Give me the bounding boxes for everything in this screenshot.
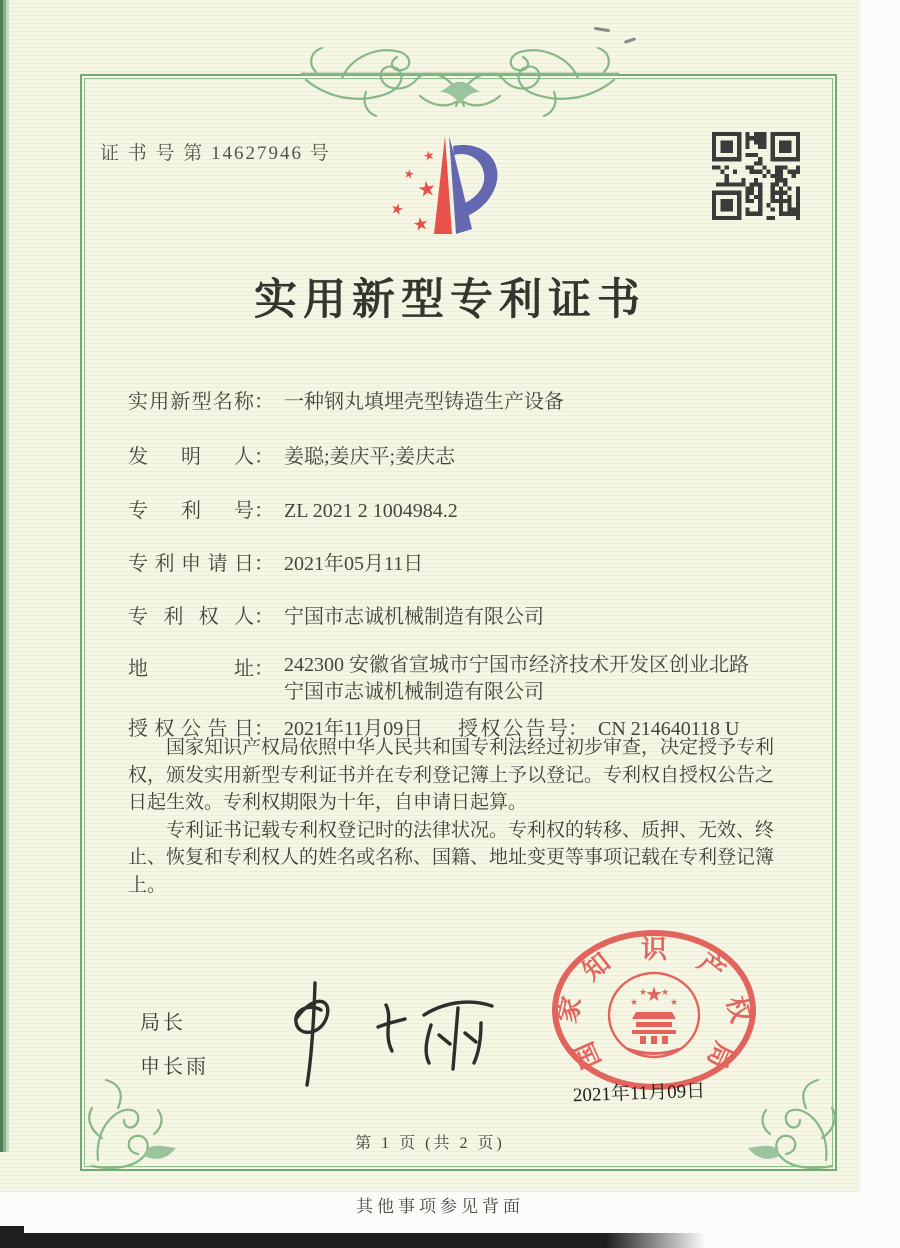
field-value: 242300 安徽省宣城市宁国市经济技术开发区创业北路宁国市志诚机械制造有限公司 [284, 654, 749, 703]
svg-text:★: ★ [411, 212, 431, 237]
svg-text:识: 识 [640, 935, 668, 964]
field-value: 2021年11月09日 [284, 718, 424, 740]
field-label: 发明人 [128, 446, 254, 468]
field-row-filing-date [128, 547, 423, 576]
colon: ： [254, 391, 274, 413]
field-row-patent-no [128, 494, 458, 523]
svg-text:★: ★ [421, 147, 437, 166]
colon: ： [254, 658, 274, 680]
ornament-corner-icon [86, 1076, 198, 1172]
svg-text:★: ★ [402, 166, 416, 182]
scan-shadow [0, 1233, 705, 1248]
colon: ： [254, 500, 274, 522]
field-label: 授权公告号 [458, 718, 568, 740]
svg-text:局: 局 [701, 1037, 739, 1073]
field-value: ZL 2021 2 1004984.2 [284, 500, 458, 522]
colon: ： [254, 718, 274, 740]
back-note: 其他事项参见背面 [356, 1197, 524, 1216]
field-row-name [128, 385, 564, 414]
field-row-inventor [128, 440, 455, 469]
svg-text:★: ★ [415, 175, 438, 203]
signer-title: 局长 [140, 1012, 186, 1034]
qr-code [712, 132, 800, 220]
field-label: 实用新型名称 [128, 391, 254, 413]
legal-text [128, 734, 792, 899]
field-value: CN 214640118 U [598, 718, 740, 740]
certificate-title: 实用新型专利证书 [254, 277, 646, 324]
field-row-patentee [128, 600, 544, 629]
field-value: 一种钢丸填埋壳型铸造生产设备 [284, 391, 564, 413]
scan-shadow-step [0, 1226, 24, 1238]
signer-name: 申长雨 [140, 1056, 209, 1078]
svg-text:★: ★ [645, 982, 663, 1006]
legal-paragraph-1: 国家知识产权局依照中华人民共和国专利法经过初步审查，决定授予专利权，颁发实用新型专利证书并在专利登记簿上予以登记。专利权自授权公告之日起生效。专利权期限为十年，自申请日起算。 [128, 737, 775, 813]
field-value: 宁国市志诚机械制造有限公司 [284, 606, 544, 628]
field-label: 专利申请日 [128, 553, 254, 575]
field-row-address [128, 652, 766, 706]
field-value: 2021年05月11日 [284, 553, 424, 575]
colon: ： [568, 718, 588, 740]
seal-date: 2021年11月09日 [572, 1080, 706, 1107]
svg-text:权: 权 [720, 993, 756, 1026]
colon: ： [254, 446, 274, 468]
colon: ： [254, 553, 274, 575]
field-value: 姜聪;姜庆平;姜庆志 [284, 446, 456, 468]
page-number: 第 1 页 (共 2 页) [355, 1135, 505, 1152]
field-label: 专利权人 [128, 606, 254, 628]
signature-icon [268, 975, 498, 1093]
left-binding-edge [0, 0, 9, 1152]
svg-text:产: 产 [692, 947, 731, 987]
svg-text:★: ★ [660, 988, 670, 998]
legal-paragraph-2: 专利证书记载专利权登记时的法律状况。专利权的转移、质押、无效、终止、恢复和专利权人的姓名或名称、国籍、地址变更等事项记载在专利登记簿上。 [128, 819, 775, 896]
svg-text:★: ★ [669, 998, 679, 1008]
svg-text:知: 知 [577, 947, 616, 987]
svg-text:★: ★ [638, 988, 648, 998]
field-label: 地址 [128, 658, 254, 680]
field-label: 授权公告日 [128, 718, 254, 740]
colon: ： [254, 606, 274, 628]
field-label: 专利号 [128, 500, 254, 522]
certificate-number: 证 书 号 第 14627946 号 [100, 143, 331, 164]
svg-text:国: 国 [569, 1037, 607, 1073]
cnipa-logo-icon [383, 122, 528, 262]
ornament-top-icon [300, 40, 620, 132]
svg-text:★: ★ [388, 198, 406, 220]
svg-text:家: 家 [552, 993, 588, 1026]
svg-text:★: ★ [629, 998, 639, 1008]
